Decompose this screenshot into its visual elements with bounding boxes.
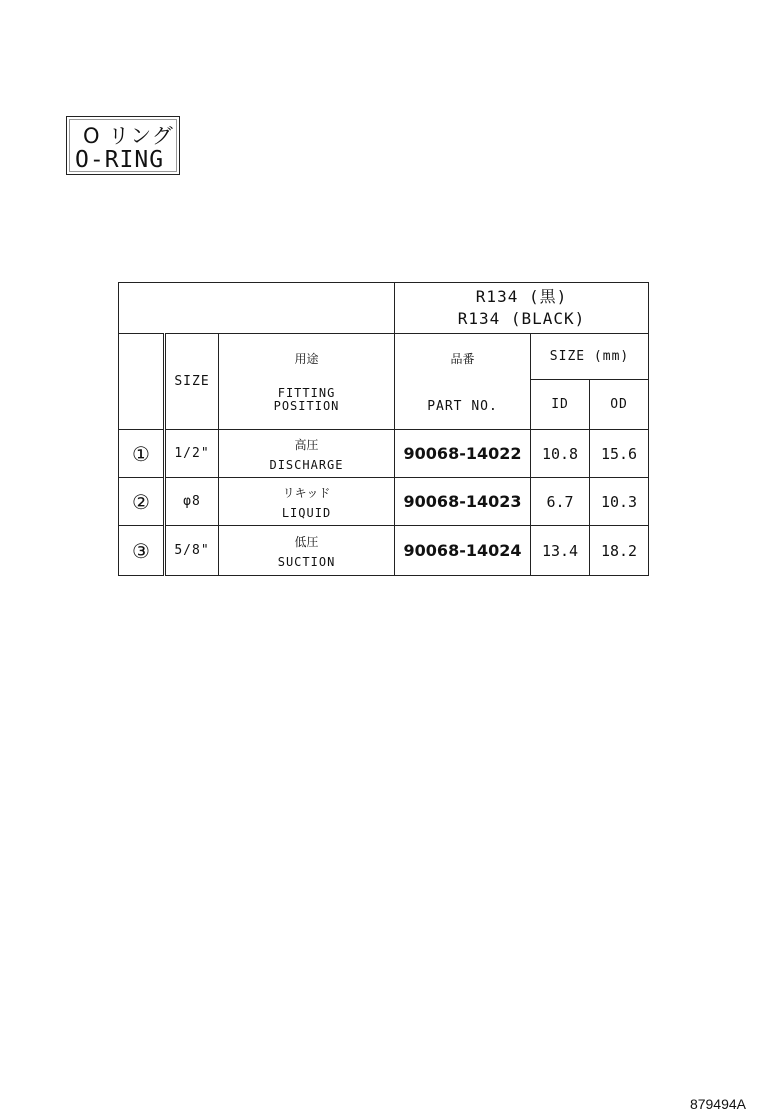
row-size: 5/8" (165, 526, 219, 576)
index-header (119, 334, 165, 430)
size-header: SIZE (165, 334, 219, 430)
row-size: φ8 (165, 478, 219, 526)
refrigerant-line1: R134 (黒) (475, 287, 568, 306)
part-header (395, 334, 531, 430)
drawing-code: 879494A (689, 1096, 746, 1112)
row-position (219, 478, 395, 526)
od-header: OD (590, 380, 649, 430)
row-id: 13.4 (531, 526, 590, 576)
spec-table (118, 282, 649, 576)
refrigerant-line2: R134 (BLACK) (457, 309, 586, 328)
row-position (219, 526, 395, 576)
row-position (219, 430, 395, 478)
row-index: ② (119, 478, 165, 526)
table-row (119, 430, 649, 478)
row-od: 10.3 (590, 478, 649, 526)
row-id: 10.8 (531, 430, 590, 478)
fitting-jp: 用途 (294, 352, 319, 366)
part-en: PART NO. (427, 398, 498, 414)
row-index: ① (119, 430, 165, 478)
refrigerant-header (395, 283, 649, 334)
row-part-no: 90068-14022 (395, 430, 531, 478)
fitting-header (219, 334, 395, 430)
row-od: 15.6 (590, 430, 649, 478)
size-mm-header: SIZE (mm) (531, 334, 649, 380)
row-position-en: SUCTION (277, 554, 336, 569)
table-row (119, 478, 649, 526)
row-id: 6.7 (531, 478, 590, 526)
fitting-en-line2: POSITION (273, 399, 340, 413)
row-index: ③ (119, 526, 165, 576)
row-position-jp: 低圧 (294, 534, 319, 549)
row-part-no: 90068-14024 (395, 526, 531, 576)
row-position-jp: リキッド (282, 485, 331, 500)
header-empty-cell (119, 283, 395, 334)
row-position-en: LIQUID (281, 505, 332, 520)
part-jp: 品番 (450, 351, 475, 366)
title-box (66, 116, 180, 175)
row-position-jp: 高圧 (294, 437, 319, 452)
table-row (119, 526, 649, 576)
row-od: 18.2 (590, 526, 649, 576)
row-size: 1/2" (165, 430, 219, 478)
id-header: ID (531, 380, 590, 430)
row-part-no: 90068-14023 (395, 478, 531, 526)
fitting-en-line1: FITTING (277, 386, 336, 400)
row-position-en: DISCHARGE (269, 457, 344, 472)
title-japanese: O リング (83, 124, 174, 148)
title-english: O-RING (75, 147, 165, 173)
